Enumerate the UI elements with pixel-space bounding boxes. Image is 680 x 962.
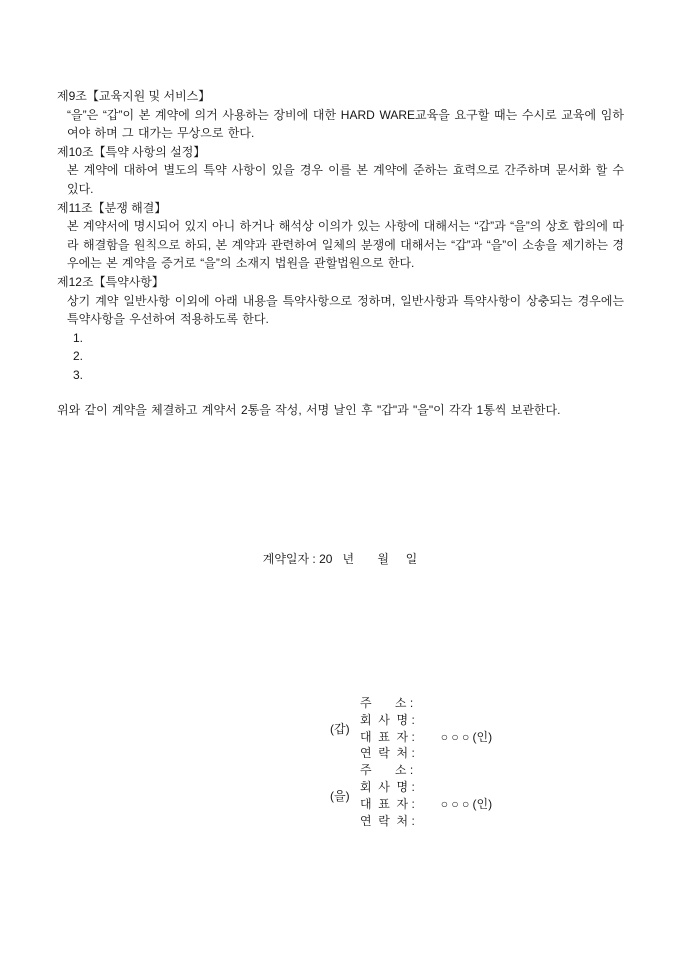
- special-term-item-2: 2.: [73, 349, 84, 364]
- party-eul-label: (을): [330, 789, 350, 804]
- party-gap-rows: [360, 695, 492, 762]
- article-12-title: 제12조【특약사항】: [57, 274, 164, 289]
- contact-value: [415, 745, 441, 762]
- address-label: 주 소 :: [360, 763, 414, 778]
- special-terms-list: [73, 329, 624, 385]
- address-label: 주 소 :: [360, 696, 414, 710]
- party-gap-block: [330, 695, 492, 762]
- article-12-paragraph: 상기 계약 일반사항 이외에 아래 내용을 특약사항으로 정하며, 일반사항과 특약사항이 상충되는 경우에는 특약사항을 우선하여 적용하도록 한다.: [67, 293, 624, 327]
- company-value: [415, 779, 441, 796]
- sig-row-contact: [360, 813, 492, 830]
- representative-label: 대 표 자 :: [360, 796, 415, 811]
- article-9: [57, 87, 624, 143]
- party-eul-rows: [360, 762, 492, 829]
- party-eul-block: [330, 762, 492, 829]
- contact-label: 연 락 처 :: [360, 813, 415, 828]
- sig-row-address: [360, 762, 492, 779]
- sig-row-address: [360, 695, 492, 712]
- article-12: [57, 273, 624, 385]
- contact-value: [415, 813, 441, 830]
- contract-articles: [57, 87, 624, 385]
- article-10-title: 제10조【특약 사항의 설정】: [57, 144, 206, 159]
- article-9-paragraph: “을”은 “갑”이 본 계약에 의거 사용하는 장비에 대한 HARD WARE교육을 요구할 때는 수시로 교육에 임하여야 하며 그 대가는 무상으로 한다.: [67, 107, 624, 141]
- party-gap-label: (갑): [330, 722, 350, 737]
- company-label: 회 사 명 :: [360, 779, 415, 794]
- special-term-item-1: 1.: [73, 330, 84, 345]
- special-term-item-3: 3.: [73, 367, 84, 382]
- company-label: 회 사 명 :: [360, 712, 415, 727]
- article-11-title: 제11조【분쟁 해결】: [57, 200, 167, 215]
- sig-row-representative: [360, 796, 492, 813]
- article-11: [57, 199, 624, 273]
- article-9-title: 제9조【교육지원 및 서비스】: [57, 89, 211, 103]
- article-11-paragraph: 본 계약서에 명시되어 있지 아니 하거나 해석상 이의가 있는 사항에 대해서는 “갑”과 “을”의 상호 합의에 따라 해결함을 원칙으로 하되, 본 계약과 관련하여 일체의 분쟁에 대해서는 “갑”과 “을”이 소송을 제기하는 경우에는 본 계약을 증거로 “을”의 소재지 법원을 관할법원으로 한다.: [67, 219, 624, 271]
- contract-date-line: 계약일자 : 20 년 월 일: [262, 552, 418, 566]
- sig-row-representative: [360, 729, 492, 746]
- signature-section: [330, 695, 492, 829]
- closing-statement: 위와 같이 계약을 체결하고 계약서 2통을 작성, 서명 날인 후 "갑"과 "을"이 각각 1통씩 보관한다.: [57, 403, 561, 417]
- company-value: [415, 712, 441, 729]
- sig-row-company: [360, 712, 492, 729]
- address-value: [413, 695, 439, 712]
- sig-row-contact: [360, 745, 492, 762]
- representative-seal: ○ ○ ○ (인): [440, 729, 493, 744]
- article-10: [57, 143, 624, 199]
- contact-label: 연 락 처 :: [360, 746, 415, 761]
- article-10-paragraph: 본 계약에 대하여 별도의 특약 사항이 있을 경우 이를 본 계약에 준하는 효력으로 간주하며 문서화 할 수 있다.: [67, 163, 624, 196]
- sig-row-company: [360, 779, 492, 796]
- representative-seal: ○ ○ ○ (인): [440, 796, 493, 811]
- address-value: [413, 762, 439, 779]
- representative-label: 대 표 자 :: [360, 729, 415, 744]
